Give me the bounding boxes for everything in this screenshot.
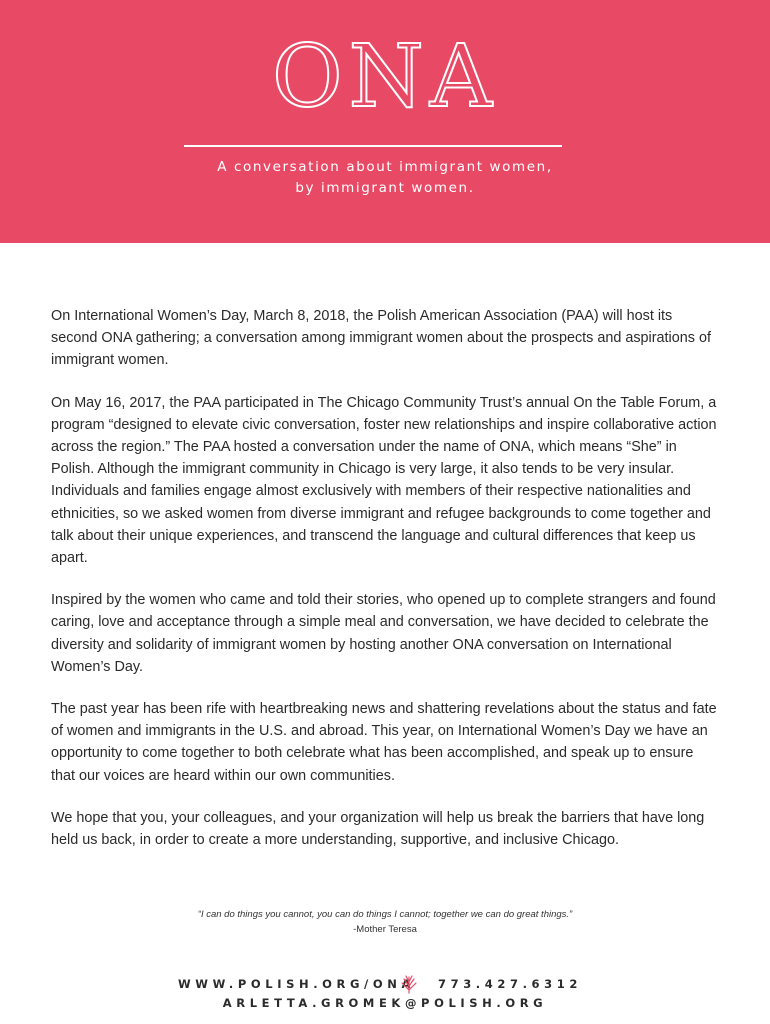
footer-email-link[interactable]: ARLETTA.GROMEK@POLISH.ORG [222, 996, 548, 1010]
wheat-icon [398, 974, 420, 994]
paragraph-inspiration: Inspired by the women who came and told their stories, who opened up to complete strangers and found caring, love and acceptance through a simple meal and conversation, we have decided to celebrate the diversity and solidarity of immigrant women by hosting another ONA conversation on International Women’s Day. [51, 592, 716, 675]
quote-author: -Mother Teresa [353, 924, 417, 935]
header-banner [0, 0, 770, 243]
footer-url-link[interactable]: WWW.POLISH.ORG/ONA [178, 977, 415, 991]
letter-body [51, 305, 721, 871]
paragraph-intro: On International Women’s Day, March 8, 2018, the Polish American Association (PAA) will host its second ONA gathering; a conversation among immigrant women about the prospects and aspirations of immigrant women. [51, 308, 711, 369]
paragraph-past-year: The past year has been rife with heartbreaking news and shattering revelations about the status and fate of women and immigrants in the U.S. and abroad. This year, on International Women’s Day we have an opportunity to come together to both celebrate what has been accomplished, and speak up to ensure that our voices are heard within our own communities. [51, 701, 717, 784]
tagline-line-2: by immigrant women. [295, 180, 475, 196]
ona-logo: ONA [272, 27, 498, 127]
paragraph-history: On May 16, 2017, the PAA participated in The Chicago Community Trust’s annual On the Table Forum, a program “designed to elevate civic conversation, foster new relationships and inspire collaborative action across the region.” The PAA hosted a conversation under the name of ONA, which means “She” in Polish. Although the immigrant community in Chicago is very large, it also tends to be very insular. Individuals and families engage almost exclusively with members of their respective nationalities and ethnicities, so we asked women from diverse immigrant and refugee backgrounds to come together and talk about their unique experiences, and transcend the language and cultural differences that keep us apart. [51, 394, 717, 567]
quote-block [0, 907, 770, 937]
footer-phone[interactable]: 773.427.6312 [438, 977, 582, 991]
logo-divider [184, 145, 562, 147]
paragraph-closing: We hope that you, your colleagues, and your organization will help us break the barriers that have long held us back, in order to create a more understanding, supportive, and inclusive Chicago. [51, 809, 705, 849]
quote-text: “I can do things you cannot, you can do things I cannot; together we can do great things.” [197, 909, 573, 920]
tagline-line-1: A conversation about immigrant women, [217, 159, 553, 175]
